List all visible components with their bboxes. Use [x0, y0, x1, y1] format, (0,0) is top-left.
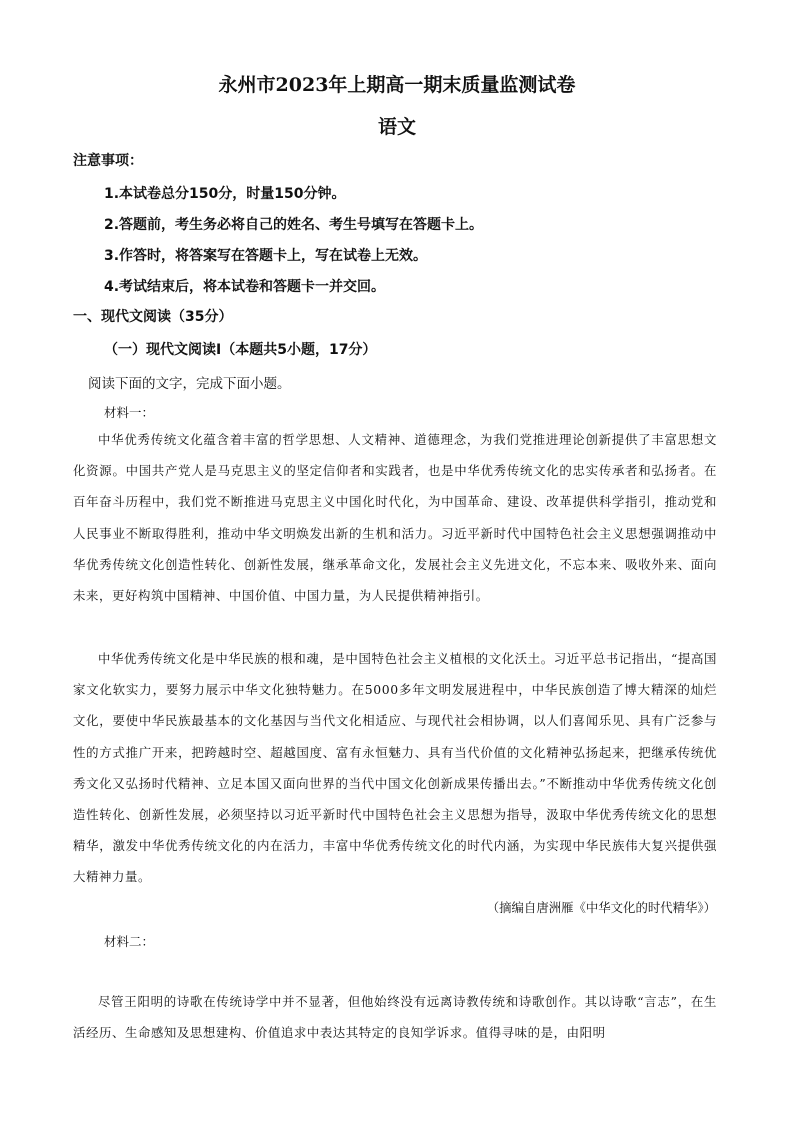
notice-item: 3.作答时，将答案写在答题卡上，写在试卷上无效。: [104, 248, 428, 264]
material-paragraph: 中华优秀传统文化蕴含着丰富的哲学思想、人文精神、道德理念，为我们党推进理论创新提供了丰富思想文化资源。中国共产党人是马克思主义的坚定信仰者和实践者，也是中华优秀传统文化的忠实传承者和弘扬者。在百年奋斗历程中，我们党不断推进马克思主义中国化时代化，为中国革命、建设、改革提供科学指引，推动党和人民事业不断取得胜利，推动中华文明焕发出新的生机和活力。习近平新时代中国特色社会主义思想强调推动中华优秀传统文化创造性转化、创新性发展，继承革命文化，发展社会主义先进文化，不忘本来、吸收外来、面向未来，更好构筑中国精神、中国价值、中国力量，为人民提供精神指引。: [73, 432, 717, 604]
material-source: （摘编自唐洲雁《中华文化的时代精华》）: [486, 900, 716, 915]
reading-instruction: 阅读下面的文字，完成下面小题。: [88, 376, 291, 392]
notice-heading: 注意事项：: [73, 153, 143, 169]
section-subtitle: （一）现代文阅读Ⅰ（本题共5小题，17分）: [104, 342, 377, 358]
exam-title: 永州市2023年上期高一期末质量监测试卷: [218, 74, 576, 96]
notice-item: 1.本试卷总分150分，时量150分钟。: [104, 186, 346, 202]
material-paragraph: 尽管王阳明的诗歌在传统诗学中并不显著，但他始终没有远离诗教传统和诗歌创作。其以诗歌“言志”，在生活经历、生命感知及思想建构、价值追求中表达其特定的良知学诉求。值得寻味的是，由阳明: [73, 994, 717, 1041]
material-label: 材料一：: [104, 405, 155, 420]
material-paragraph: 中华优秀传统文化是中华民族的根和魂，是中国特色社会主义植根的文化沃土。习近平总书记指出，“提高国家文化软实力，要努力展示中华文化独特魅力。在5000多年文明发展进程中，中华民族创造了博大精深的灿烂文化，要使中华民族最基本的文化基因与当代文化相适应、与现代社会相协调，以人们喜闻乐见、具有广泛参与性的方式推广开来，把跨越时空、超越国度、富有永恒魅力、具有当代价值的文化精神弘扬起来，把继承传统优秀文化又弘扬时代精神、立足本国又面向世界的当代中国文化创新成果传播出去。”不断推动中华优秀传统文化创造性转化、创新性发展，必须坚持以习近平新时代中国特色社会主义思想为指导，汲取中华优秀传统文化的思想精华，激发中华优秀传统文化的内在活力，丰富中华优秀传统文化的时代内涵，为实现中华民族伟大复兴提供强大精神力量。: [73, 651, 717, 885]
notice-item: 4.考试结束后，将本试卷和答题卡一并交回。: [104, 279, 386, 295]
material-label: 材料二：: [104, 934, 155, 949]
exam-subject: 语文: [377, 116, 416, 138]
section-title: 一、现代文阅读（35分）: [73, 309, 233, 325]
notice-item: 2.答题前，考生务必将自己的姓名、考生号填写在答题卡上。: [104, 217, 484, 233]
